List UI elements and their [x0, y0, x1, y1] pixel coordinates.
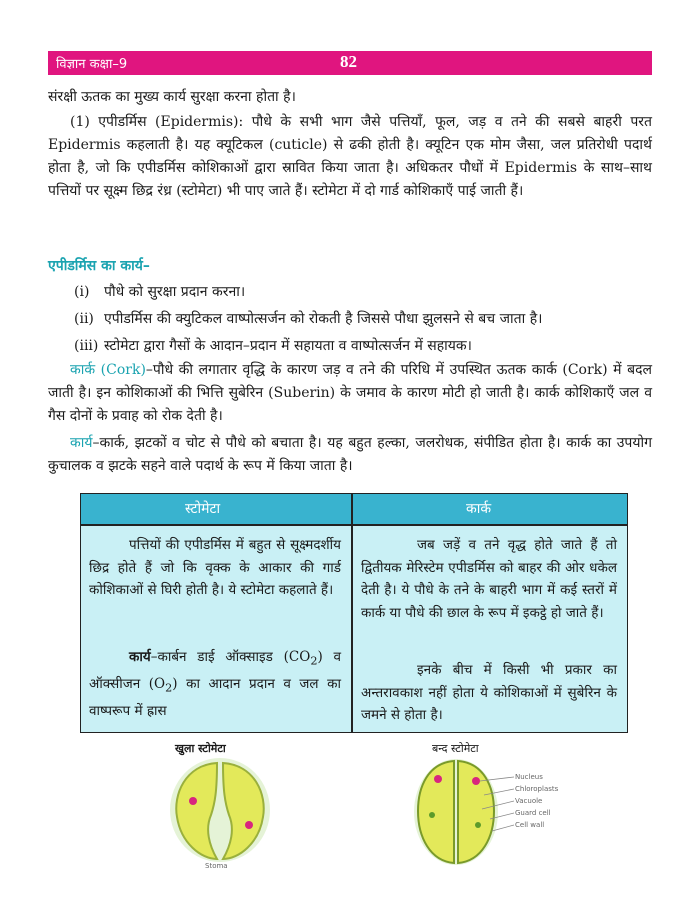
nucleus-icon	[189, 797, 197, 805]
page-number: 82	[340, 52, 357, 71]
closed-stomata-label: बन्द स्टोमेटा	[432, 742, 479, 755]
list-number: (i)	[74, 284, 90, 300]
cork-term: कार्क (Cork)	[70, 362, 146, 378]
stomata-function-text: ) का आदान प्रदान व जल का वाष्परूप में ह्रास	[89, 676, 341, 720]
stomata-function	[89, 646, 341, 723]
figure-label-nucleus: Nucleus	[515, 773, 543, 781]
functions-heading: एपीडर्मिस का कार्य–	[48, 258, 150, 274]
cork-structure: इनके बीच में किसी भी प्रकार का अन्तरावकाश नहीं होता ये कोशिकाओं में सुबेरिन के जमने से होता है।	[361, 662, 617, 723]
list-text: स्टोमेटा द्वारा गैसों के आदान–प्रदान में सहायता व वाष्पोत्सर्जन में सहायक।	[104, 338, 472, 354]
cork-text: –पौधे की लगातार वृद्धि के कारण जड़ व तने की परिधि में उपस्थित ऊतक कार्क (Cork) में बदल जाती है। इन कोशिकाओं की भित्ति सुबेरिन (Suberin) के जमाव के कारण मोटी हो जाती है। कार्क कोशिकाएँ जल व गैस दोनों के प्रवाह को रोक देती है।	[48, 362, 652, 424]
closed-stomata-figure	[410, 755, 559, 870]
list-item	[48, 335, 472, 357]
figure-label-chloroplasts: Chloroplasts	[515, 785, 559, 793]
table-divider	[81, 524, 627, 526]
subscript: 2	[310, 654, 318, 668]
comparison-table	[80, 493, 628, 733]
cork-function-paragraph	[48, 432, 652, 478]
subscript: 2	[165, 681, 173, 695]
nucleus-icon	[472, 777, 480, 785]
guard-cell-right	[458, 761, 494, 863]
intro-text: संरक्षी ऊतक का मुख्य कार्य सुरक्षा करना होता है।	[48, 89, 296, 105]
stomata-function-text: –कार्बन डाई ऑक्साइड (CO	[150, 649, 311, 665]
table-header	[81, 494, 627, 524]
figure-label-guard-cell: Guard cell	[515, 809, 551, 817]
table-header-stomata: स्टोमेटा	[185, 501, 221, 517]
nucleus-icon	[434, 775, 442, 783]
list-number: (ii)	[74, 311, 94, 327]
stoma-label: Stoma	[205, 862, 228, 870]
table-header-cork: कार्क	[466, 501, 492, 517]
list-number: (iii)	[74, 338, 99, 354]
list-item	[48, 308, 542, 330]
chloroplast-icon	[429, 812, 435, 818]
stomata-function-text: ) व ऑक्सीजन (O	[89, 649, 341, 693]
nucleus-icon	[245, 821, 253, 829]
stomata-description: पत्तियों की एपीडर्मिस में बहुत से सूक्ष्मदर्शीय छिद्र होते हैं जो कि वृक्क के आकार की गार्ड कोशिकाओं से घिरी होती है। ये स्टोमेटा कहलाते हैं।	[89, 537, 341, 598]
chloroplast-icon	[475, 822, 481, 828]
list-item	[48, 281, 245, 303]
page-header	[48, 51, 652, 75]
table-divider	[351, 494, 353, 732]
open-stomata-figure	[165, 755, 275, 870]
cork-function-text: –कार्क, झटकों व चोट से पौधे को बचाता है। यह बहुत हल्का, जलरोधक, संपीडित होता है। कार्क का उपयोग कुचालक व झटके सहने वाले पदार्थ के रूप में किया जाता है।	[48, 435, 652, 474]
header-subject: विज्ञान कक्षा–9	[56, 57, 128, 72]
cork-function-term: कार्य	[70, 435, 93, 451]
cork-description: जब जड़ें व तने वृद्ध होते जाते हैं तो द्वितीयक मेरिस्टेम एपीडर्मिस को बाहर की ओर धकेल देती है। ये पौधे के तने के बाहरी भाग में कई स्तरों में कार्क या पौधे की छाल के रूप में इकट्ठे हो जाते हैं।	[361, 537, 617, 621]
epidermis-paragraph: (1) एपीडर्मिस (Epidermis): पौधे के सभी भाग जैसे पत्तियाँ, फूल, जड़ व तने की सबसे बाहरी परत Epidermis कहलाती है। यह क्यूटिकल (cuticle) से ढकी होती है। क्यूटिन एक मोम जैसा, जल प्रतिरोधी पदार्थ होता है, जो कि एपीडर्मिस कोशिकाओं द्वारा स्रावित किया जाता है। अधिकतर पौधों में Epidermis के साथ–साथ पत्तियों पर सूक्ष्म छिद्र रंध्र (स्टोमेटा) भी पाए जाते हैं। स्टोमेटा में दो गार्ड कोशिकाएँ पाई जाती हैं।	[48, 114, 652, 199]
open-stomata-label: खुला स्टोमेटा	[175, 742, 226, 755]
list-text: पौधे को सुरक्षा प्रदान करना।	[104, 284, 246, 300]
cork-paragraph	[48, 359, 652, 428]
list-text: एपीडर्मिस की क्युटिकल वाष्पोत्सर्जन को रोकती है जिससे पौधा झुलसने से बच जाता है।	[104, 311, 543, 327]
figure-label-cell-wall: Cell wall	[515, 821, 545, 829]
stomata-function-term: कार्य	[129, 649, 151, 665]
figure-label-vacuole: Vacuole	[515, 797, 543, 805]
